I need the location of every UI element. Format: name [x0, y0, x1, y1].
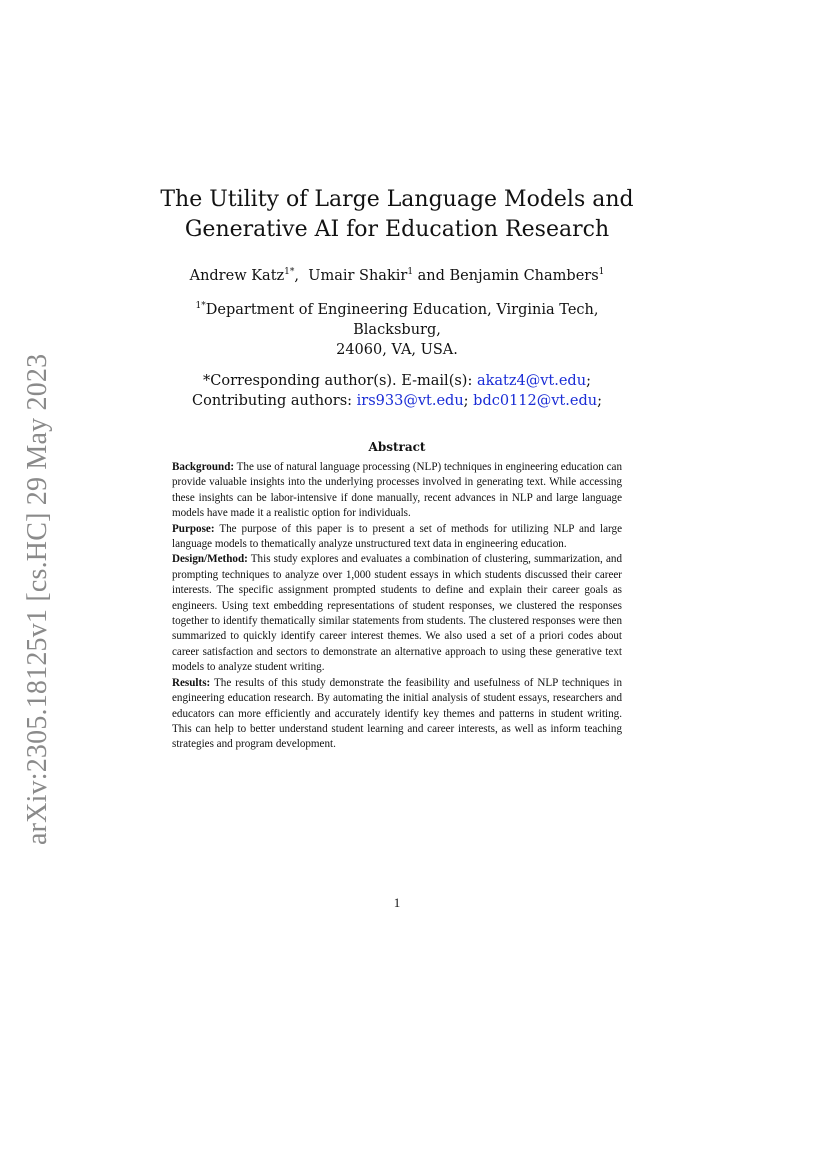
correspondence: [140, 371, 654, 411]
abstract-section-background: [172, 460, 622, 522]
contributing-email-link[interactable]: irs933@vt.edu: [356, 393, 464, 409]
punctuation: ;: [586, 373, 591, 389]
section-label: Design/Method:: [172, 553, 248, 566]
author-separator: ,: [294, 268, 309, 284]
punctuation: ;: [463, 393, 474, 409]
arxiv-side-stamp: [8, 355, 68, 845]
section-label: Results:: [172, 676, 211, 689]
arxiv-id[interactable]: arXiv:2305.18125v1 [cs.HC] 29 May 2023: [22, 353, 53, 845]
author-name: Benjamin Chambers: [449, 268, 599, 284]
abstract-body: [172, 460, 622, 753]
author-name: Andrew Katz: [189, 268, 285, 284]
title-line-1: The Utility of Large Language Models and: [160, 187, 634, 212]
section-text: The purpose of this paper is to present a set of methods for utilizing NLP and large language models to thematically analyze unstructured text data in engineering education.: [172, 522, 622, 551]
abstract-section-purpose: [172, 522, 622, 553]
punctuation: ;: [597, 393, 602, 409]
section-text: The use of natural language processing (NLP) techniques in engineering education can provide valuable insights into the underlying processes involved in generating text. While accessing these insights can be labor-intensive if done manually, recent advances in NLP and large language models have made it a realistic option for individuals.: [172, 461, 623, 520]
section-label: Background:: [172, 461, 235, 473]
section-text: This study explores and evaluates a combination of clustering, summarization, and prompting techniques to analyze over 1,000 student essays in which students discussed their career interests. The specific assignment prompted students to define and explain their career goals as engineers. Using text embedding representations of student responses, we clustered the responses together to identify thematically similar statements from students. The clustered responses were then summarized to quickly identify career interest themes. We also used a set of a priori codes about career satisfaction and sectors to demonstrate an alternative approach to using these generative text models to analyze student writing.: [172, 553, 622, 674]
contributing-label: Contributing authors:: [192, 393, 357, 409]
affiliation: [150, 300, 644, 360]
page-number: 1: [393, 895, 401, 910]
abstract-section-results: [172, 676, 622, 753]
affiliation-line-1: Department of Engineering Education, Virginia Tech, Blacksburg,: [205, 302, 599, 338]
abstract-heading: Abstract: [368, 440, 426, 454]
corresponding-email-link[interactable]: akatz4@vt.edu: [476, 373, 587, 389]
affiliation-mark: 1*: [195, 301, 206, 312]
author-separator: and: [413, 268, 450, 284]
abstract-section-design-method: [172, 552, 622, 675]
section-label: Purpose:: [172, 522, 215, 535]
author-affil-mark: 1*: [284, 267, 295, 278]
title-line-2: Generative AI for Education Research: [184, 217, 610, 242]
section-text: The results of this study demonstrate the feasibility and usefulness of NLP techniques in engineering education research. By automating the initial analysis of student essays, researchers and educators can more efficiently and accurately identify key themes and patterns in student writing. This can help to better understand student learning and career interests, as well as inform teaching strategies and program development.: [172, 676, 622, 751]
affiliation-line-2: 24060, VA, USA.: [336, 342, 458, 358]
author-name: Umair Shakir: [308, 268, 408, 284]
author-list: [120, 266, 674, 286]
corresponding-label: *Corresponding author(s). E-mail(s):: [203, 373, 477, 389]
author-affil-mark: 1: [598, 267, 605, 278]
paper-title: [150, 185, 644, 245]
author-affil-mark: 1: [407, 267, 414, 278]
contributing-email-link[interactable]: bdc0112@vt.edu: [473, 393, 598, 409]
